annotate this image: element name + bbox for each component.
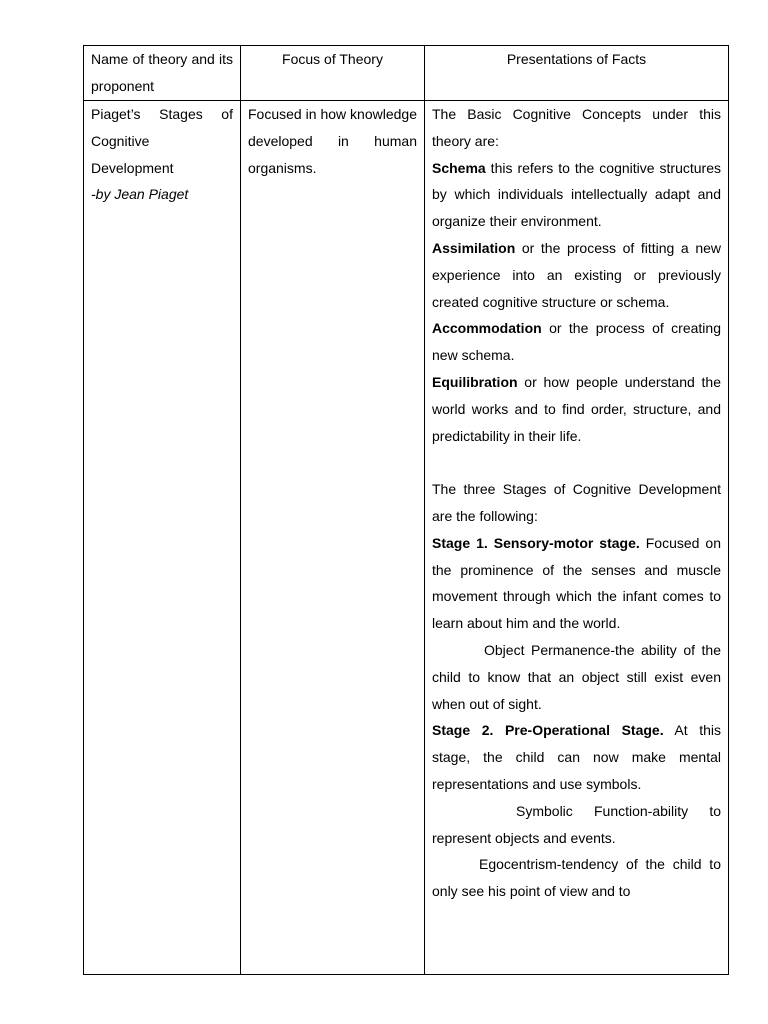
paragraph-gap [432,449,721,476]
symbolic-function: Symbolic Function-ability to represent objects and events. [432,802,721,846]
stage1-text: Focused on the prominence of the senses and muscle movement through which the infant comes to learn about him and the world. [432,534,721,632]
accommodation-text: or the process of creating new schema. [432,320,721,364]
equilibration-paragraph [432,369,721,449]
stage2-paragraph [432,717,721,797]
assimilation-paragraph [432,235,721,315]
stage2-text: At this stage, the child can now make mental representations and use symbols. [432,722,721,792]
facts-cell [425,101,729,975]
theory-name: Piaget’s Stages of Cognitive Development [91,106,233,176]
theory-name-cell [84,101,241,975]
header-facts: Presentations of Facts [425,46,729,101]
header-theory-name: Name of theory and its proponent [84,46,241,101]
stage1-title: Stage 1. Sensory-motor stage. [432,534,640,551]
accommodation-paragraph [432,315,721,369]
table-row [84,101,729,975]
schema-term: Schema [432,159,486,176]
table-header-row [84,46,729,101]
focus-cell [241,101,425,975]
facts-content [432,101,721,974]
stage1-paragraph [432,530,721,637]
equilibration-term: Equilibration [432,373,518,390]
schema-text: this refers to the cognitive structures by which individuals intellectually adapt and organize their environment. [432,159,721,230]
stage2-title: Stage 2. Pre-Operational Stage. [432,722,664,739]
theory-table [83,45,729,975]
concepts-intro: The Basic Cognitive Concepts under this theory are: [432,106,721,149]
assimilation-term: Assimilation [432,239,516,256]
assimilation-text: or the process of fitting a new experience into an existing or previously created cognitive structure or schema. [432,239,721,310]
accommodation-term: Accommodation [432,320,542,337]
object-permanence: Object Permanence-the ability of the child to know that an object still exist even when out of sight. [432,641,721,712]
schema-paragraph [432,155,721,235]
focus-text: Focused in how knowledge developed in human organisms. [248,106,417,176]
equilibration-text: or how people understand the world works and to find order, structure, and predictability in their life. [432,373,721,444]
egocentrism: Egocentrism-tendency of the child to only see his point of view and to [432,856,721,900]
stages-intro: The three Stages of Cognitive Development are the following: [432,481,721,524]
header-focus: Focus of Theory [241,46,425,101]
theory-proponent: -by Jean Piaget [91,186,189,203]
